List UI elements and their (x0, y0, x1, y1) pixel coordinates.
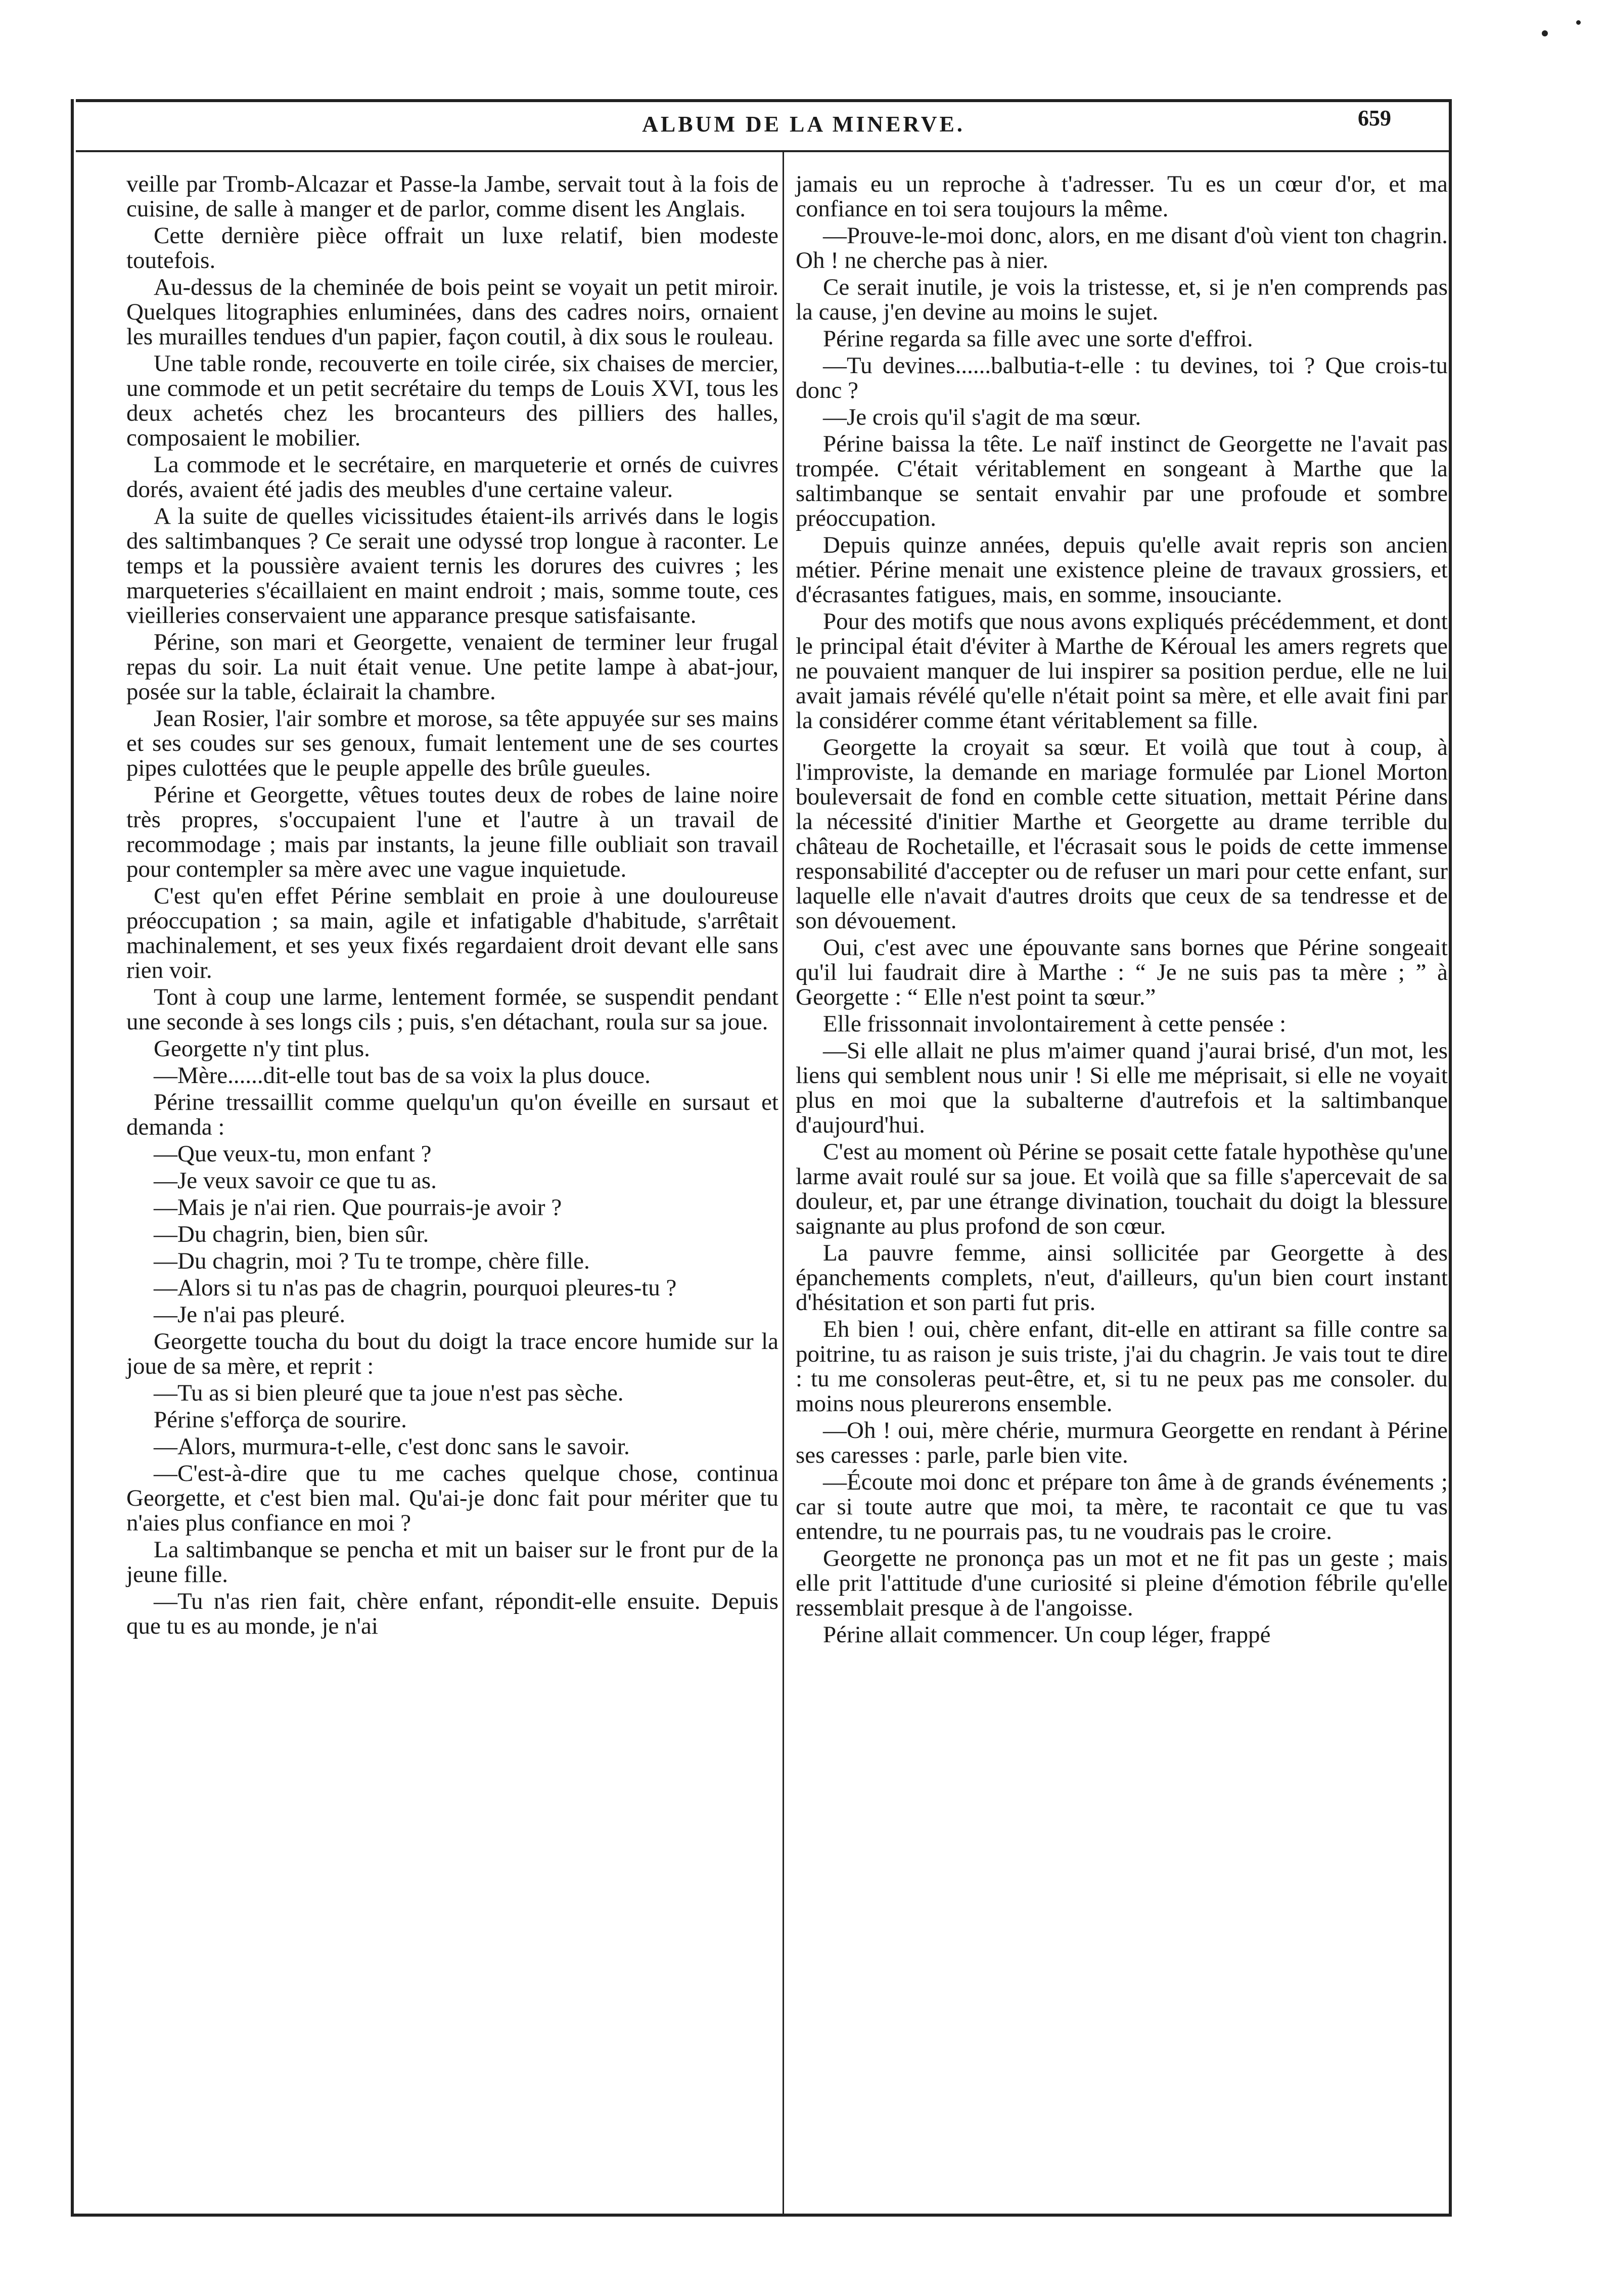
paragraph: Une table ronde, recouverte en toile cirée, six chaises de mercier, une commode et un petit secrétaire du temps de Louis XVI, tous les deux achetés chez les brocanteurs des pilliers des halles, composaient le mobilier. (126, 350, 778, 451)
paragraph: Georgette n'y tint plus. (154, 1036, 370, 1062)
paragraph: —C'est-à-dire que tu me caches quelque chose, continua Georgette, et c'est bien mal. Qu'ai-je donc fait pour mériter que tu n'aies plus confiance en moi ? (126, 1460, 778, 1536)
paragraph: Ce serait inutile, je vois la tristesse, et, si je n'en comprends pas la cause, j'en devine au moins le sujet. (796, 274, 1448, 325)
paragraph: La saltimbanque se pencha et mit un baiser sur le front pur de la jeune fille. (126, 1537, 778, 1588)
paragraph: Tont à coup une larme, lentement formée, se suspendit pendant une seconde à ses longs cils ; puis, s'en détachant, roula sur sa joue. (126, 984, 778, 1035)
paragraph: —Mère......dit-elle tout bas de sa voix la plus douce. (154, 1062, 651, 1089)
paragraph: jamais eu un reproche à t'adresser. Tu es un cœur d'or, et ma confiance en toi sera toujours la même. (796, 171, 1448, 222)
paragraph: Périne allait commencer. Un coup léger, frappé (823, 1622, 1271, 1648)
paragraph: —Tu as si bien pleuré que ta joue n'est pas sèche. (154, 1380, 624, 1406)
paragraph: Georgette ne prononça pas un mot et ne fit pas un geste ; mais elle prit l'attitude d'une curiosité si pleine d'émotion fébrile qu'elle ressemblait presque à de l'angoisse. (796, 1545, 1448, 1621)
paragraph: —Alors, murmura-t-elle, c'est donc sans le savoir. (154, 1433, 630, 1460)
paragraph: Au-dessus de la cheminée de bois peint se voyait un petit miroir. Quelques litographies enluminées, dans des cadres noirs, ornaient les murailles tendues d'un papier, façon coutil, à dix sous le rouleau. (126, 274, 778, 350)
right-column (796, 172, 1448, 1649)
paragraph: Eh bien ! oui, chère enfant, dit-elle en attirant sa fille contre sa poitrine, tu as raison je suis triste, j'ai du chagrin. Je vais tout te dire : tu me consoleras peut-être, et, si tu ne peux pas me consoler. du moins nous pleurerons ensemble. (796, 1316, 1448, 1417)
paragraph: Georgette la croyait sa sœur. Et voilà que tout à coup, à l'improviste, la demande en mariage formulée par Lionel Morton bouleversait de fond en comble cette situation, mettait Périne dans la nécessité d'initier Marthe et Georgette au drame terrible du château de Rochetaille, et l'écrasait sous le poids de cette immense responsabilité d'accepter ou de refuser un mari pour cette enfant, sur laquelle elle n'avait d'autres droits que ceux de sa tendresse et de son dévouement. (796, 734, 1448, 934)
header-rule-bottom (76, 150, 1449, 152)
paragraph: Oui, c'est avec une épouvante sans bornes que Périne songeait qu'il lui faudrait dire à Marthe : “ Je ne suis pas ta mère ; ” à Georgette : “ Elle n'est point ta sœur.” (796, 934, 1448, 1010)
paragraph: La commode et le secrétaire, en marqueterie et ornés de cuivres dorés, avaient été jadis des meubles d'une certaine valeur. (126, 452, 778, 503)
paragraph: Périne baissa la tête. Le naïf instinct de Georgette ne l'avait pas trompée. C'était véritablement en songeant à Marthe que la saltimbanque se sentait envahir par une profoude et sombre préoccupation. (796, 431, 1448, 531)
running-header-title: ALBUM DE LA MINERVE. (642, 112, 965, 137)
paragraph: —Tu devines......balbutia-t-elle : tu devines, toi ? Que crois-tu donc ? (796, 352, 1448, 403)
paragraph: —Si elle allait ne plus m'aimer quand j'aurai brisé, d'un mot, les liens qui semblent nous unir ! Si elle me méprisait, si elle ne voyait plus en moi que la subalterne d'autrefois et la saltimbanque d'aujourd'hui. (796, 1038, 1448, 1138)
paragraph: Pour des motifs que nous avons expliqués précédemment, et dont le principal était d'éviter à Marthe de Kéroual les amers regrets que ne pouvaient manquer de lui inspirer sa position perdue, elle ne lui avait jamais révélé qu'elle n'était point sa mère, et elle avait fini par la considérer comme étant véritablement sa fille. (796, 608, 1448, 734)
paragraph: —Oh ! oui, mère chérie, murmura Georgette en rendant à Périne ses caresses : parle, parle bien vite. (796, 1417, 1448, 1468)
paragraph: —Tu n'as rien fait, chère enfant, répondit-elle ensuite. Depuis que tu es au monde, je n'ai (126, 1588, 778, 1639)
paragraph: —Écoute moi donc et prépare ton âme à de grands événements ; car si toute autre que moi, ta mère, te racontait ce que tu vas entendre, tu ne pourrais pas, tu ne voudrais pas le croire. (796, 1469, 1448, 1545)
paragraph: Cette dernière pièce offrait un luxe relatif, bien modeste toutefois. (126, 222, 778, 274)
paragraph: —Je veux savoir ce que tu as. (154, 1167, 437, 1194)
paragraph: —Alors si tu n'as pas de chagrin, pourquoi pleures-tu ? (154, 1275, 677, 1301)
ink-speck (1576, 20, 1581, 25)
paragraph: —Je n'ai pas pleuré. (154, 1301, 346, 1328)
left-column (126, 172, 778, 1641)
paragraph: C'est qu'en effet Périne semblait en proie à une douloureuse préoccupation ; sa main, agile et infatigable d'habitude, s'arrêtait machinalement, et ses yeux fixés regardaient droit devant elle sans rien voir. (126, 883, 778, 983)
paragraph: Elle frissonnait involontairement à cette pensée : (823, 1011, 1287, 1037)
paragraph: —Que veux-tu, mon enfant ? (154, 1141, 432, 1167)
paragraph: Périne s'efforça de sourire. (154, 1407, 407, 1433)
paragraph: —Je crois qu'il s'agit de ma sœur. (823, 404, 1141, 430)
paragraph: C'est au moment où Périne se posait cette fatale hypothèse qu'une larme avait roulé sur sa joue. Et voilà que sa fille s'apercevait de sa douleur, et, par une étrange divination, touchait du doigt la blessure saignante au plus profond de son cœur. (796, 1139, 1448, 1239)
column-divider (783, 151, 784, 2214)
paragraph: A la suite de quelles vicissitudes étaient-ils arrivés dans le logis des saltimbanques ? Ce serait une odyssé trop longue à raconter. Le temps et la poussière avaient ternis les dorures des cuivres ; les marqueteries s'écaillaient en maint endroit ; mais, somme toute, ces vieilleries conservaient une apparance presque satisfaisante. (126, 503, 778, 628)
paragraph: Périne regarda sa fille avec une sorte d'effroi. (823, 326, 1253, 352)
paragraph: veille par Tromb-Alcazar et Passe-la Jambe, servait tout à la fois de cuisine, de salle à manger et de parlor, comme disent les Anglais. (126, 171, 778, 222)
paragraph: —Mais je n'ai rien. Que pourrais-je avoir ? (154, 1194, 562, 1221)
paragraph: Périne et Georgette, vêtues toutes deux de robes de laine noire très propres, s'occupaient l'une et l'autre à un travail de recommodage ; mais par instants, la jeune fille oubliait son travail pour contempler sa mère avec une vague inquietude. (126, 782, 778, 882)
paragraph: —Du chagrin, bien, bien sûr. (154, 1221, 429, 1247)
paragraph: Périne tressaillit comme quelqu'un qu'on éveille en sursaut et demanda : (126, 1089, 778, 1140)
header-rule-top (76, 99, 1449, 102)
paragraph: —Prouve-le-moi donc, alors, en me disant d'où vient ton chagrin. Oh ! ne cherche pas à nier. (796, 222, 1448, 274)
page-number: 659 (1358, 106, 1391, 130)
paragraph: Georgette toucha du bout du doigt la trace encore humide sur la joue de sa mère, et reprit : (126, 1328, 778, 1379)
paragraph: Périne, son mari et Georgette, venaient de terminer leur frugal repas du soir. La nuit était venue. Une petite lampe à abat-jour, posée sur la table, éclairait la chambre. (126, 629, 778, 705)
paragraph: Depuis quinze années, depuis qu'elle avait repris son ancien métier. Périne menait une existence pleine de travaux grossiers, et d'écrasantes fatigues, mais, en somme, insouciante. (796, 532, 1448, 608)
paragraph: —Du chagrin, moi ? Tu te trompe, chère fille. (154, 1248, 590, 1274)
paragraph: Jean Rosier, l'air sombre et morose, sa tête appuyée sur ses mains et ses coudes sur ses genoux, fumait lentement une de ses courtes pipes culottées que le peuple appelle des brûle gueules. (126, 705, 778, 781)
ink-speck (1542, 30, 1548, 36)
paragraph: La pauvre femme, ainsi sollicitée par Georgette à des épanchements complets, n'eut, d'ailleurs, qu'un bien court instant d'hésitation et son parti fut pris. (796, 1240, 1448, 1316)
